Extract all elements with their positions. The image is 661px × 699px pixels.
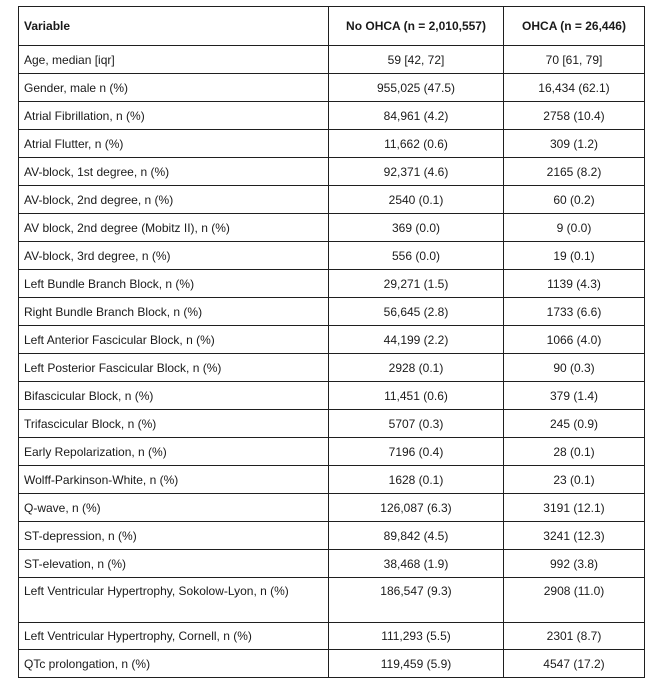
cell-no-ohca: 38,468 (1.9) bbox=[329, 550, 504, 578]
cell-variable: Bifascicular Block, n (%) bbox=[19, 382, 329, 410]
cell-ohca: 2165 (8.2) bbox=[504, 158, 645, 186]
cell-ohca: 3191 (12.1) bbox=[504, 494, 645, 522]
cell-no-ohca: 59 [42, 72] bbox=[329, 46, 504, 74]
cell-variable: Left Posterior Fascicular Block, n (%) bbox=[19, 354, 329, 382]
cell-variable: Left Ventricular Hypertrophy, Sokolow-Lyon, n (%) bbox=[19, 578, 329, 623]
cell-variable: Age, median [iqr] bbox=[19, 46, 329, 74]
cell-ohca: 90 (0.3) bbox=[504, 354, 645, 382]
cell-no-ohca: 56,645 (2.8) bbox=[329, 298, 504, 326]
cell-variable: Gender, male n (%) bbox=[19, 74, 329, 102]
cell-no-ohca: 126,087 (6.3) bbox=[329, 494, 504, 522]
table-row bbox=[19, 46, 645, 74]
table-row bbox=[19, 550, 645, 578]
cell-ohca: 2908 (11.0) bbox=[504, 578, 645, 623]
table-row bbox=[19, 466, 645, 494]
cell-variable: Right Bundle Branch Block, n (%) bbox=[19, 298, 329, 326]
table-row bbox=[19, 130, 645, 158]
cell-ohca: 1733 (6.6) bbox=[504, 298, 645, 326]
cell-no-ohca: 186,547 (9.3) bbox=[329, 578, 504, 623]
table-row bbox=[19, 186, 645, 214]
cell-ohca: 70 [61, 79] bbox=[504, 46, 645, 74]
cell-ohca: 1066 (4.0) bbox=[504, 326, 645, 354]
cell-variable: ST-elevation, n (%) bbox=[19, 550, 329, 578]
table-row bbox=[19, 382, 645, 410]
header-no-ohca: No OHCA (n = 2,010,557) bbox=[329, 7, 504, 46]
cell-variable: Trifascicular Block, n (%) bbox=[19, 410, 329, 438]
cell-variable: AV block, 2nd degree (Mobitz II), n (%) bbox=[19, 214, 329, 242]
table-row bbox=[19, 494, 645, 522]
table-row bbox=[19, 522, 645, 550]
cell-ohca: 379 (1.4) bbox=[504, 382, 645, 410]
cell-variable: AV-block, 1st degree, n (%) bbox=[19, 158, 329, 186]
table-row bbox=[19, 214, 645, 242]
cell-ohca: 23 (0.1) bbox=[504, 466, 645, 494]
cell-variable: Left Ventricular Hypertrophy, Cornell, n (%) bbox=[19, 623, 329, 650]
cell-no-ohca: 84,961 (4.2) bbox=[329, 102, 504, 130]
table-row bbox=[19, 354, 645, 382]
cell-no-ohca: 44,199 (2.2) bbox=[329, 326, 504, 354]
cell-ohca: 2301 (8.7) bbox=[504, 623, 645, 650]
table-row bbox=[19, 298, 645, 326]
header-variable: Variable bbox=[19, 7, 329, 46]
cell-variable: Q-wave, n (%) bbox=[19, 494, 329, 522]
table-row bbox=[19, 270, 645, 298]
cell-variable: Wolff-Parkinson-White, n (%) bbox=[19, 466, 329, 494]
cell-no-ohca: 89,842 (4.5) bbox=[329, 522, 504, 550]
cell-variable: Atrial Fibrillation, n (%) bbox=[19, 102, 329, 130]
cell-no-ohca: 955,025 (47.5) bbox=[329, 74, 504, 102]
table-row bbox=[19, 623, 645, 650]
cell-no-ohca: 2928 (0.1) bbox=[329, 354, 504, 382]
cell-ohca: 1139 (4.3) bbox=[504, 270, 645, 298]
cell-variable: AV-block, 3rd degree, n (%) bbox=[19, 242, 329, 270]
cell-no-ohca: 119,459 (5.9) bbox=[329, 650, 504, 678]
cell-variable: Left Bundle Branch Block, n (%) bbox=[19, 270, 329, 298]
cell-no-ohca: 7196 (0.4) bbox=[329, 438, 504, 466]
table-row bbox=[19, 326, 645, 354]
table-row bbox=[19, 650, 645, 678]
cell-ohca: 245 (0.9) bbox=[504, 410, 645, 438]
cell-no-ohca: 111,293 (5.5) bbox=[329, 623, 504, 650]
cell-no-ohca: 29,271 (1.5) bbox=[329, 270, 504, 298]
cell-ohca: 3241 (12.3) bbox=[504, 522, 645, 550]
cell-ohca: 309 (1.2) bbox=[504, 130, 645, 158]
cell-variable: Left Anterior Fascicular Block, n (%) bbox=[19, 326, 329, 354]
table-row bbox=[19, 242, 645, 270]
cell-ohca: 19 (0.1) bbox=[504, 242, 645, 270]
table-header-row bbox=[19, 7, 645, 46]
table-row bbox=[19, 578, 645, 623]
table-row bbox=[19, 102, 645, 130]
table-body bbox=[19, 46, 645, 678]
cell-no-ohca: 369 (0.0) bbox=[329, 214, 504, 242]
cell-no-ohca: 2540 (0.1) bbox=[329, 186, 504, 214]
cell-ohca: 4547 (17.2) bbox=[504, 650, 645, 678]
cell-variable: QTc prolongation, n (%) bbox=[19, 650, 329, 678]
cell-variable: Early Repolarization, n (%) bbox=[19, 438, 329, 466]
table-row bbox=[19, 74, 645, 102]
cell-no-ohca: 11,662 (0.6) bbox=[329, 130, 504, 158]
cell-ohca: 992 (3.8) bbox=[504, 550, 645, 578]
cell-no-ohca: 5707 (0.3) bbox=[329, 410, 504, 438]
table-row bbox=[19, 438, 645, 466]
cell-ohca: 28 (0.1) bbox=[504, 438, 645, 466]
cell-variable: AV-block, 2nd degree, n (%) bbox=[19, 186, 329, 214]
cell-no-ohca: 556 (0.0) bbox=[329, 242, 504, 270]
cell-ohca: 16,434 (62.1) bbox=[504, 74, 645, 102]
cell-no-ohca: 92,371 (4.6) bbox=[329, 158, 504, 186]
header-ohca: OHCA (n = 26,446) bbox=[504, 7, 645, 46]
cell-no-ohca: 11,451 (0.6) bbox=[329, 382, 504, 410]
table-row bbox=[19, 410, 645, 438]
data-table bbox=[18, 6, 645, 678]
cell-ohca: 2758 (10.4) bbox=[504, 102, 645, 130]
cell-variable: Atrial Flutter, n (%) bbox=[19, 130, 329, 158]
cell-ohca: 60 (0.2) bbox=[504, 186, 645, 214]
cell-ohca: 9 (0.0) bbox=[504, 214, 645, 242]
table-row bbox=[19, 158, 645, 186]
cell-variable: ST-depression, n (%) bbox=[19, 522, 329, 550]
cell-no-ohca: 1628 (0.1) bbox=[329, 466, 504, 494]
